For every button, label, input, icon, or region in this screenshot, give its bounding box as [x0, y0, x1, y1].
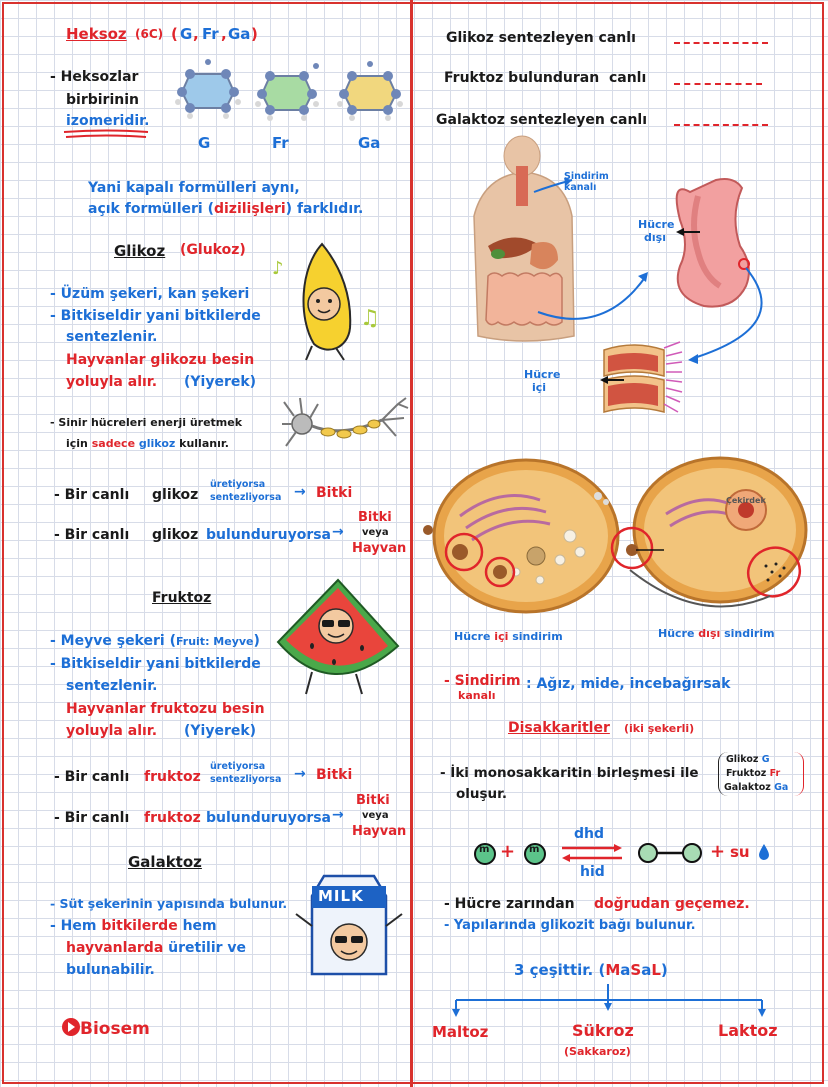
caption-extracellular: Hücre dışı sindirim — [658, 627, 775, 640]
equilibrium-arrows-icon — [560, 844, 624, 864]
heksoz-line3: izomeridir. — [66, 113, 150, 129]
type-sukroz: Sükroz — [572, 1021, 634, 1040]
mono-list-item: Fruktoz Fr — [726, 768, 781, 779]
heksoz-note-2: açık formülleri (dizilişleri) farklıdır. — [88, 201, 364, 217]
rule2-prefix: - Bir canlı — [54, 527, 130, 543]
monomer-label: m — [529, 844, 540, 855]
types-count: 3 çeşittir. (MaSaL) — [514, 961, 668, 979]
mono-list-item: Glikoz G — [726, 754, 770, 765]
rule1-cond-a: üretiyorsa — [210, 479, 266, 490]
glucose-molecule-icon — [176, 58, 240, 118]
neuron-icon — [282, 394, 410, 454]
neuron-line1: - Sinir hücreleri enerji üretmek — [50, 416, 243, 429]
answer-blank-2[interactable] — [674, 83, 762, 85]
milk-carton-character-icon — [290, 868, 408, 980]
milk-carton-label: MILK — [318, 887, 364, 905]
rule1-cond-b: sentezliyorsa — [210, 492, 282, 503]
f-rule2-hayvan: Hayvan — [352, 824, 407, 839]
arrow-right-icon: → — [332, 807, 344, 823]
digest-label-1: Sindirim — [564, 171, 609, 182]
watermelon-character-icon — [272, 576, 404, 700]
glikoz-title: Glikoz — [114, 242, 166, 260]
heksoz-line2: birbirinin — [66, 92, 139, 108]
molecule-label-ga: Ga — [358, 134, 381, 152]
banana-character-icon — [292, 238, 358, 363]
question-2: Fruktoz bulunduran canlı — [444, 70, 647, 86]
glikoz-line3: sentezlenir. — [66, 329, 158, 345]
cell-outside-label-2: dışı — [644, 231, 666, 244]
question-3: Galaktoz sentezleyen canlı — [436, 112, 648, 128]
molecule-label-fr: Fr — [272, 134, 289, 152]
fruktoz-line5-note: (Yiyerek) — [184, 723, 257, 739]
disaccharide-icon — [638, 842, 702, 864]
fruktoz-line4: Hayvanlar fruktozu besin — [66, 701, 265, 717]
prop2: - Yapılarında glikozit bağı bulunur. — [444, 918, 696, 933]
arrow-right-icon: → — [294, 766, 306, 782]
galaktoz-line2: - Hem bitkilerde hem — [50, 918, 217, 934]
reaction-hid: hid — [580, 864, 605, 880]
cell-digestion-illustration — [420, 456, 816, 626]
sindirim-organs: : Ağız, mide, incebağırsak — [526, 676, 731, 692]
disak-line2: oluşur. — [456, 786, 508, 802]
type-maltoz: Maltoz — [432, 1023, 489, 1041]
column-divider — [410, 0, 413, 1087]
plus-sign: + — [710, 841, 726, 862]
f-rule2-bitki: Bitki — [356, 793, 390, 808]
type-ga: Ga — [228, 25, 251, 43]
arrow-right-icon: → — [332, 524, 344, 540]
galaktoz-line4: bulunabilir. — [66, 962, 155, 978]
plus-sign: + — [500, 841, 516, 862]
water-drop-icon — [758, 843, 770, 861]
rule2-hayvan: Hayvan — [352, 541, 407, 556]
galaktoz-line1: - Süt şekerinin yapısında bulunur. — [50, 896, 288, 911]
f-rule2-veya: veya — [362, 810, 389, 821]
disakkaritler-subtitle: (iki şekerli) — [624, 722, 695, 735]
answer-blank-3[interactable] — [674, 124, 768, 126]
heksoz-formula: (6C) — [135, 27, 164, 41]
fruktoz-title: Fruktoz — [152, 590, 212, 606]
glikoz-alt: (Glukoz) — [180, 242, 246, 258]
fruktoz-line3: sentezlenir. — [66, 678, 158, 694]
digestive-system-illustration — [454, 136, 794, 418]
cell-inside-label-1: Hücre — [524, 368, 561, 381]
fruktoz-line5: yoluyla alır. — [66, 723, 158, 739]
types-branch-icon — [452, 984, 768, 1018]
paren-open: ( — [171, 25, 178, 43]
glikoz-line2: - Bitkiseldir yani bitkilerde — [50, 308, 261, 324]
glikoz-line4: Hayvanlar glikozu besin — [66, 352, 255, 368]
cell-outside-label-1: Hücre — [638, 218, 675, 231]
type-g: G — [180, 25, 193, 43]
rule2-subject: glikoz — [152, 527, 199, 543]
water-label: su — [730, 843, 750, 861]
heksoz-title: Heksoz — [66, 25, 127, 43]
rule1-result: Bitki — [316, 485, 353, 501]
fruktoz-line2: - Bitkiseldir yani bitkilerde — [50, 656, 261, 672]
type-laktoz: Laktoz — [718, 1021, 778, 1040]
rule1-subject: glikoz — [152, 487, 199, 503]
f-rule1-prefix: - Bir canlı — [54, 769, 130, 785]
glikoz-line1: - Üzüm şekeri, kan şekeri — [50, 286, 250, 302]
heksoz-note-1: Yani kapalı formülleri aynı, — [88, 180, 300, 196]
nucleus-label: Çekirdek — [726, 496, 766, 505]
f-rule2-cond: bulunduruyorsa — [206, 810, 332, 826]
f-rule1-subject: fruktoz — [144, 769, 201, 785]
f-rule1-cond-b: sentezliyorsa — [210, 774, 282, 785]
fructose-molecule-icon — [256, 62, 320, 120]
caption-intracellular: Hücre içi sindirim — [454, 630, 563, 643]
answer-blank-1[interactable] — [674, 42, 768, 44]
neuron-line2: için sadece glikoz kullanır. — [66, 437, 229, 450]
sindirim-label-2: kanalı — [458, 689, 496, 702]
glikoz-line5-note: (Yiyerek) — [184, 374, 257, 390]
sindirim-label: - Sindirim — [444, 673, 521, 689]
type-sukroz-alt: (Sakkaroz) — [564, 1045, 631, 1058]
reaction-dhd: dhd — [574, 826, 605, 842]
galaktoz-title: Galaktoz — [128, 853, 202, 871]
disak-line1: - İki monosakkaritin birleşmesi ile — [440, 765, 699, 781]
brand-logo[interactable] — [62, 1018, 150, 1039]
rule2-bitki: Bitki — [358, 510, 392, 525]
molecule-label-g: G — [198, 134, 211, 152]
arrow-right-icon: → — [294, 484, 306, 500]
prop1-prefix: - Hücre zarından — [444, 896, 575, 912]
monomer-label: m — [479, 844, 490, 855]
galaktoz-line3: hayvanlarda üretilir ve — [66, 940, 247, 956]
disakkaritler-title: Disakkaritler — [508, 720, 610, 736]
digest-label-2: kanalı — [564, 182, 597, 193]
prop1-emph: doğrudan geçemez. — [594, 896, 750, 912]
heksoz-line1: - Heksozlar — [50, 69, 139, 85]
rule2-veya: veya — [362, 527, 389, 538]
comma: , — [221, 25, 227, 43]
comma: , — [193, 25, 199, 43]
brand-name: Biosem — [80, 1019, 150, 1039]
f-rule1-result: Bitki — [316, 767, 353, 783]
fruktoz-line1: - Meyve şekeri (Fruit: Meyve) — [50, 633, 260, 649]
youtube-icon — [62, 1018, 80, 1036]
music-note-icon: ♫ — [360, 306, 380, 331]
paren-close: ) — [251, 25, 258, 43]
underline-squiggle — [62, 129, 152, 139]
music-note-icon: ♪ — [272, 258, 284, 279]
type-fr: Fr — [202, 25, 219, 43]
question-1: Glikoz sentezleyen canlı — [446, 30, 636, 46]
mono-list-item: Galaktoz Ga — [724, 782, 789, 793]
galactose-molecule-icon — [338, 60, 404, 118]
f-rule2-prefix: - Bir canlı — [54, 810, 130, 826]
f-rule2-subject: fruktoz — [144, 810, 201, 826]
rule1-prefix: - Bir canlı — [54, 487, 130, 503]
cell-inside-label-2: içi — [532, 381, 547, 394]
rule2-cond: bulunduruyorsa — [206, 527, 332, 543]
glikoz-line5: yoluyla alır. — [66, 374, 158, 390]
f-rule1-cond-a: üretiyorsa — [210, 761, 266, 772]
